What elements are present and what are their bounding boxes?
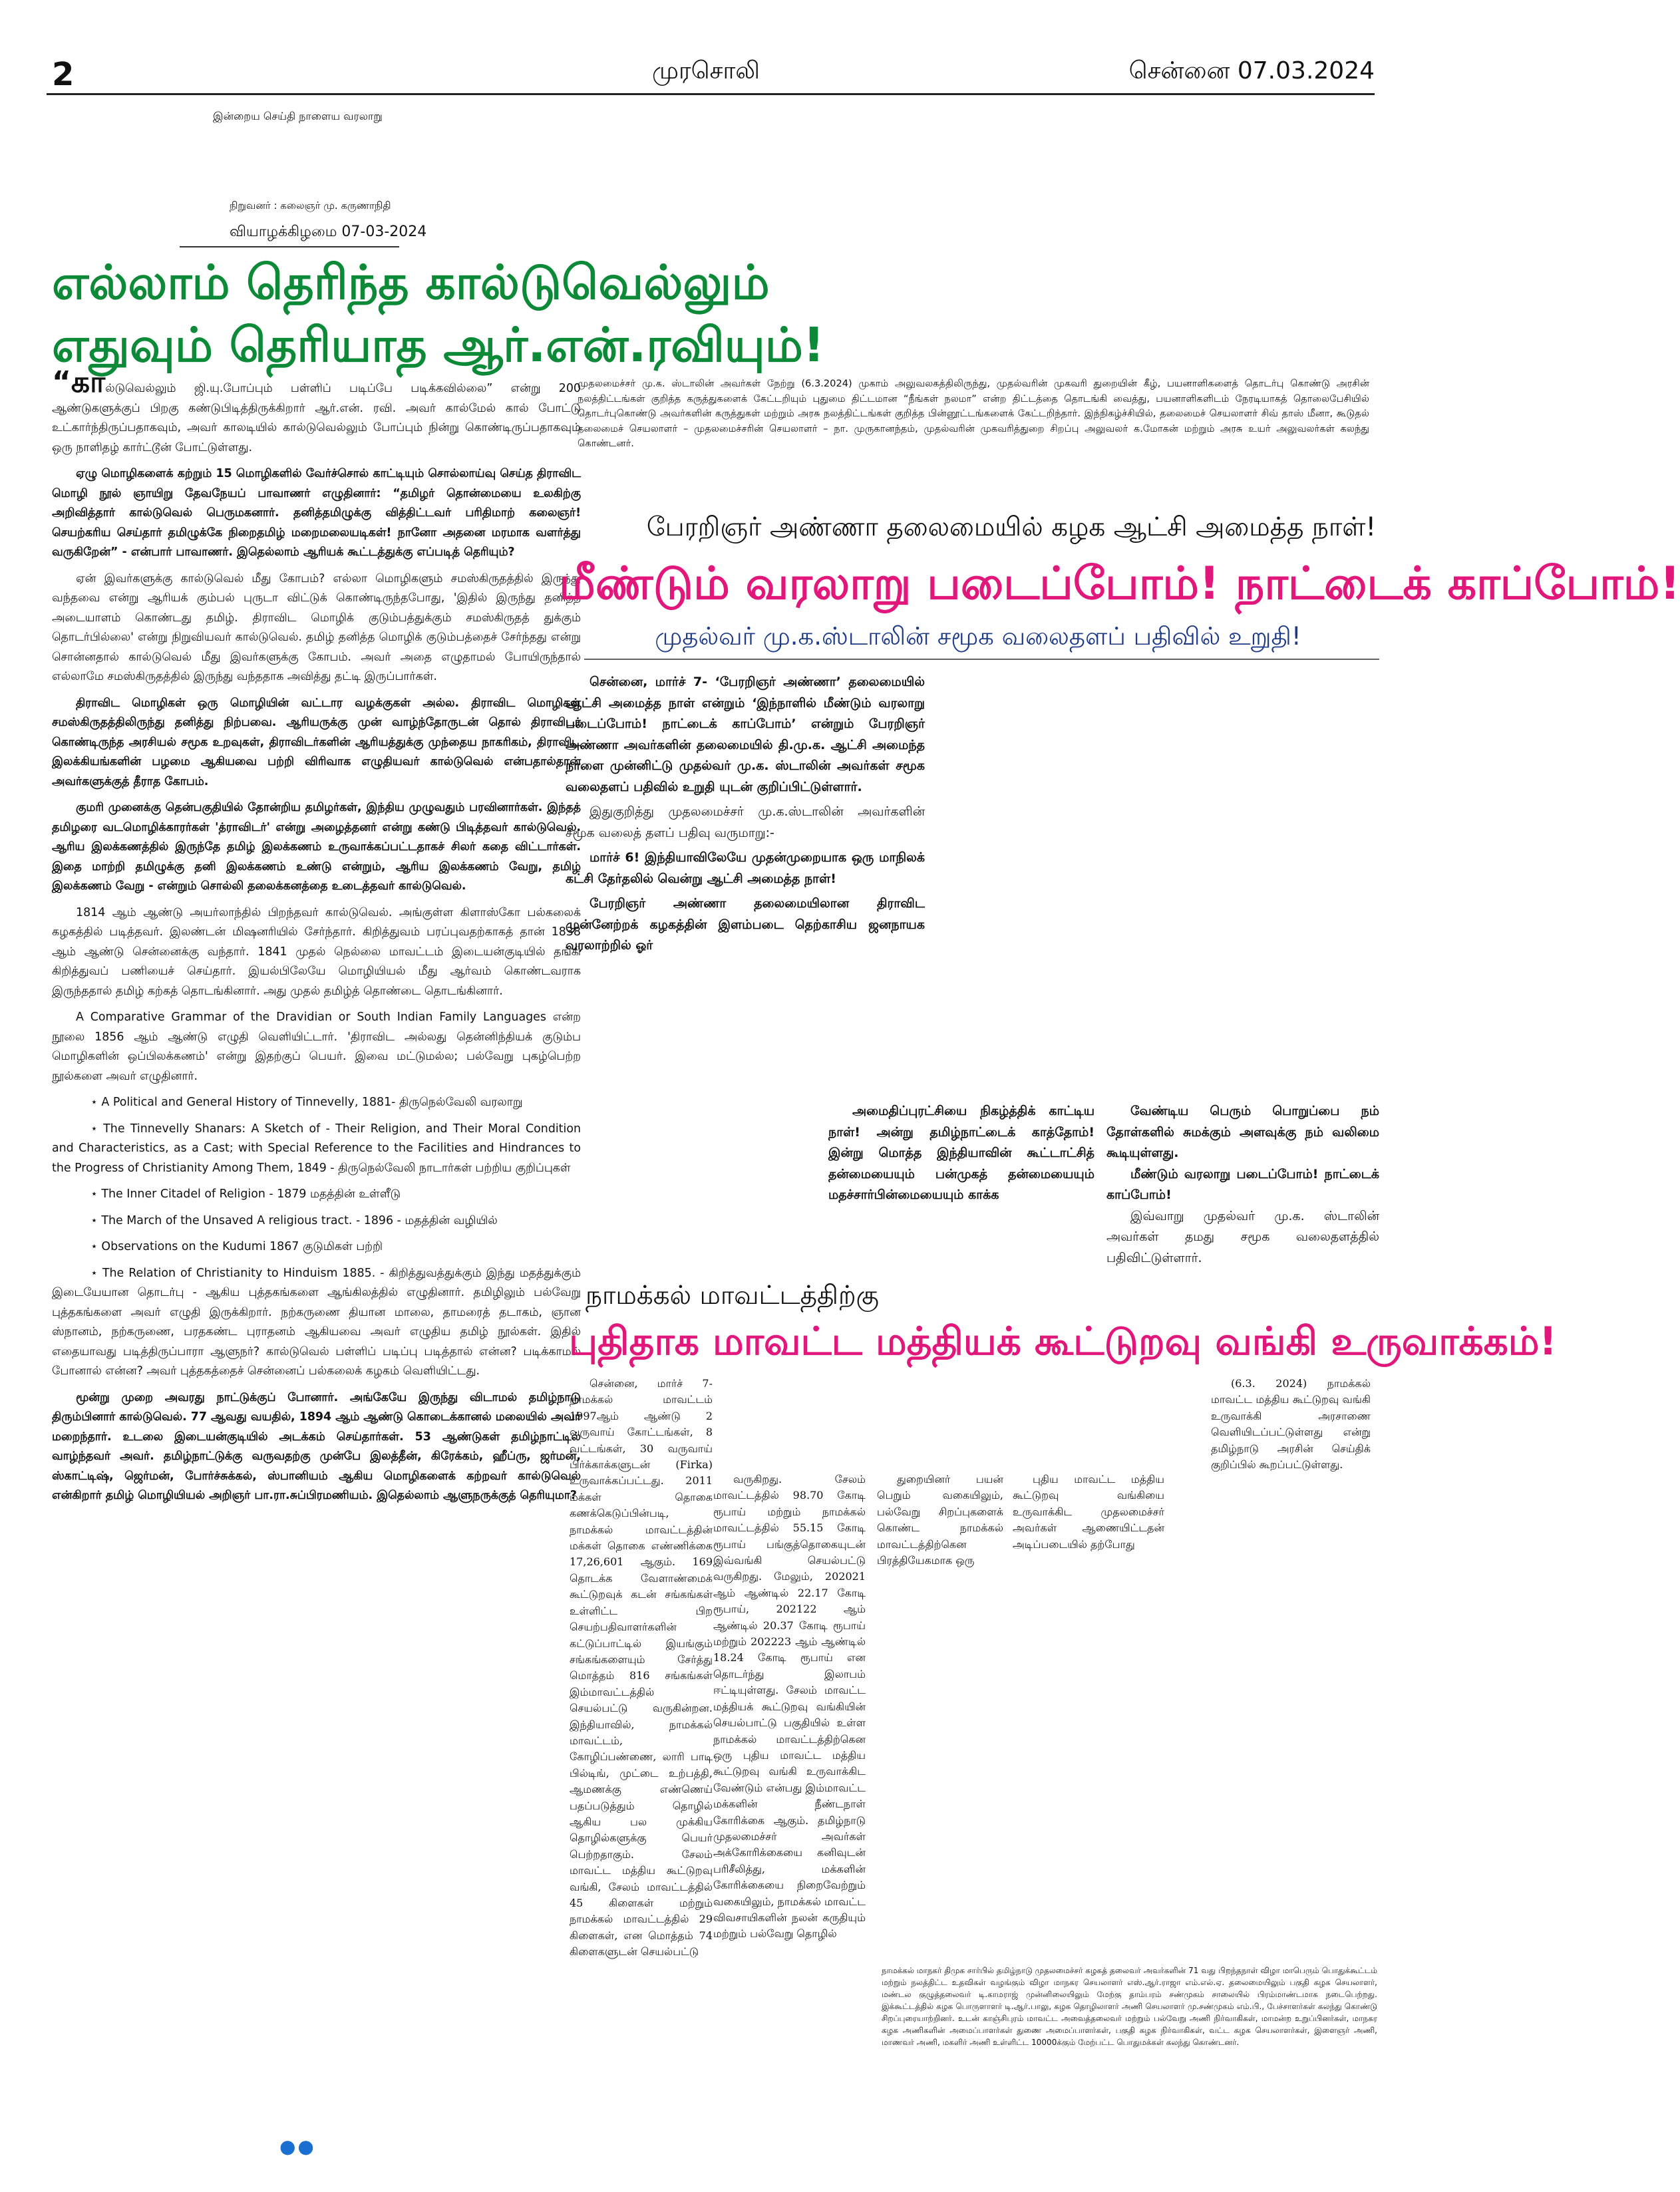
editorial-paragraph: A Comparative Grammar of the Dravidian or South Indian Family Languages என்ற நூலை 1856 ஆம் ஆண்டு எழுதி வெளியிட்டார். 'திராவிட அல்லது தென்னிந்தியக் குடும்ப மொழிகளின் ஒப்பிலக்கணம்' என்று இதற்குப் பெயர். இவை மட்டுமல்ல; பல்வேறு புகழ்பெற்ற நூல்களை அவர் எழுதினார்.: [52, 1011, 581, 1083]
book-item: ⋆ The March of the Unsaved A religious tract. - 1896 - மதத்தின் வழியில்: [90, 1213, 498, 1227]
masthead: முரசொலி: [652, 57, 760, 84]
end-mark: ●●: [279, 2135, 316, 2157]
editorial-body: [52, 365, 581, 1513]
editorial-date: வியாழக்கிழமை 07-03-2024: [230, 224, 427, 240]
story2-headline: புதிதாக மாவட்ட மத்தியக் கூட்டுறவு வங்கி உருவாக்கம்!: [569, 1319, 1557, 1364]
editorial-founder: நிறுவனர் : கலைஞர் மு. கருணாநிதி: [230, 200, 391, 212]
editorial-paragraph: மூன்று முறை அவரது நாட்டுக்குப் போனார். அங்கேயே இருந்து விடாமல் தமிழ்நாடு திரும்பினார் கால்டுவெல். 77 ஆவது வயதில், 1894 ஆம் ஆண்டு கொடைக்கானல் மலையில் அவர் மறைந்தார். உடலை இடையன்குடியில் அடக்கம் செய்தார்கள். 53 ஆண்டுகள் தமிழ்நாட்டில் வாழ்ந்தவர் அவர். தமிழ்நாட்டுக்கு வருவதற்கு முன்பே இலத்தீன், கிரேக்கம், ஹீப்ரு, ஜர்மன், ஸ்காட்டிஷ், ஜெர்மன், போர்ச்சுக்கல், ஸ்பானியம் ஆகிய மொழிகளைக் கற்றவர் கால்டுவெல் என்கிறார் தமிழ் மொழியியல் அறிஞர் பா.ரா.சுப்பிரமணியம். இதெல்லாம் ஆளுநருக்குத் தெரியுமா?: [52, 1390, 581, 1502]
photo-caption-top: முதலமைச்சர் மு.க. ஸ்டாலின் அவர்கள் நேற்று (6.3.2024) முகாம் அலுவலகத்திலிருந்து, முதல்வரின் முகவரி துறையின் கீழ், பயனாளிகளைத் தொடர்பு கொண்டு அரசின் நலத்திட்டங்கள் குறித்த கருத்துகளைக் கேட்டறியும் புதுமை திட்டமான “நீங்கள் நலமா” என்ற திட்டத்தை தொடங்கி வைத்து, பயனாளிகளிடம் நேரடியாகத் தொலைபேசியில் தொடர்புகொண்டு அவர்களின் கருத்துகள் மற்றும் அரசு நலத்திட்டங்கள் குறித்த பின்னூட்டங்களைக் கேட்டறிந்தார். இந்நிகழ்ச்சியில், தலைமைச் செயலாளர் சிவ் தாஸ் மீனா, கூடுதல் தலைமைச் செயலாளர் – முதலமைச்சரின் செயலாளர் – நா. முருகானந்தம், முதல்வரின் முகவரித்துறை சிறப்பு அலுவலர் க.மோகன் மற்றும் அரசு உயர் அலுவலர்கள் கலந்து கொண்டனர்.: [578, 378, 1369, 449]
story-paragraph: சென்னை, மார்ச் 7- ‘பேரறிஞர் அண்ணா’ தலைமையில் ஆட்சி அமைத்த நாள் என்றும் ‘இந்நாளில் மீண்டும் வரலாறு படைப்போம்! நாட்டைக் காப்போம்’ என்றும் பேரறிஞர் அண்ணா அவர்களின் தலைமையில் தி.மு.க. ஆட்சி அமைந்த நாளை முன்னிட்டு முதல்வர் மு.க. ஸ்டாலின் அவர்கள் சமூக வலைதளப் பதிவில் உறுதி யுடன் குறிப்பிட்டுள்ளார்.: [566, 675, 925, 794]
story1-column2: [828, 1101, 1094, 1206]
editorial-paragraph: குமரி முனைக்கு தென்பகுதியில் தோன்றிய தமிழர்கள், இந்திய முழுவதும் பரவினார்கள். இந்தத் தமிழரை வடமொழிக்காரர்கள் 'த்ராவிடர்' என்று அழைத்தனர் என்று கண்டு பிடித்தவர் கால்டுவெல். ஆரிய இலக்கணத்தில் இருந்தே தமிழ் இலக்கணம் உருவாக்கப்பட்டதாகச் சிலர் கதை விட்டார்கள். இதை மாற்றி தமிழுக்கு தனி இலக்கணம் உண்டு என்றும், ஆரிய இலக்கணம் வேறு, தமிழ் இலக்கணம் வேறு - என்றும் சொல்லி தலைக்கனத்தை உடைத்தவர் கால்டுவெல்.: [52, 801, 581, 893]
editorial-title-line2: எதுவும் தெரியாத ஆர்.என்.ரவியும்!: [52, 317, 825, 373]
editorial-title: [52, 251, 825, 377]
editorial-paragraph: 1814 ஆம் ஆண்டு அயர்லாந்தில் பிறந்தவர் கால்டுவெல். அங்குள்ள கிளாஸ்கோ பல்கலைக் கழகத்தில் படித்தவர். இலண்டன் மிஷனரியில் சேர்ந்தார். கிறித்துவம் பரப்புவதற்காகத் தான் 1838 ஆம் ஆண்டு சென்னைக்கு வந்தார். 1841 முதல் நெல்லை மாவட்டம் இடையன்குடியில் தங்கி கிறித்துவப் பணியைச் செய்தார். இயல்பிலேயே மொழியியல் மீது ஆர்வம் கொண்டவராக இருந்ததால் தமிழ் கற்கத் தொடங்கினார். அது முதல் தமிழ்த் தொண்டை தொடங்கினார்.: [52, 905, 581, 998]
story2-column4: புதிய மாவட்ட மத்திய கூட்டுறவு வங்கியை உருவாக்கிட முதலமைச்சர் அவர்கள் ஆணையிட்டதன் அடிப்படையில் தற்போது: [1013, 1473, 1164, 1551]
story-paragraph: பேரறிஞர் அண்ணா தலைமையிலான திராவிட முன்னேற்றக் கழகத்தின் இளம்படை தெற்காசிய ஜனநாயக வரலாற்றில் ஓர்: [566, 896, 925, 953]
editorial-paragraph: “கால்டுவெல்லும் ஜி.யு.போப்பும் பள்ளிப் படிப்பே படிக்கவில்லை” என்று 200 ஆண்டுகளுக்குப் பிறகு கண்டுபிடித்திருக்கிறார் ஆர்.என். ரவி. அவர் கால்மேல் கால் போட்டு உட்கார்ந்திருப்பதாகவும், அவர் காலடியில் கால்டுவெல்லும் போப்பும் நின்று கொண்டிருப்பதாகவும் ஒரு நாளிதழ் கார்ட்டூன் போட்டுள்ளது.: [52, 365, 581, 454]
editorial-paragraph: ஏழு மொழிகளைக் கற்றும் 15 மொழிகளில் வேர்ச்சொல் காட்டியும் சொல்லாய்வு செய்த திராவிட மொழி நூல் ஞாயிறு தேவநேயப் பாவாணர் எழுதினார்: “தமிழர் தொன்மையை உலகிற்கு அறிவித்தார் கால்டுவெல் பெருமகனார். தனித்தமிழுக்கு வித்திட்டவர் பரிதிமாற் கலைஞர்! செயற்கரிய செய்தார் தமிழுக்கே நிறைதமிழ் மறைமலையடிகள்! நானோ அதனை மரமாக வளர்த்து வருகிறேன்” - என்பார் பாவாணர். இதெல்லாம் ஆரியக் கூட்டத்துக்கு எப்படித் தெரியும்?: [52, 467, 581, 559]
story1-column3: [1106, 1101, 1379, 1269]
book-item: ⋆ The Inner Citadel of Religion - 1879 மதத்தின் உள்ளீடு: [90, 1187, 401, 1201]
book-item: ⋆ The Relation of Christianity to Hinduism 1885. - கிறித்துவத்துக்கும் இந்து மதத்துக்கும் இடையேயான தொடர்பு - ஆகிய புத்தகங்களை ஆங்கிலத்தில் எழுதினார். தமிழிலும் பல்வேறு புத்தகங்களை அவர் எழுதி இருக்கிறார். நற்கருணை தியான மாலை, தாமரைத் தடாகம், ஞான ஸ்நானம், நற்கருணை, பரதகண்ட புராதனம் ஆகியவை அவர் எழுதிய தமிழ் நூல்கள். இதில் எதையாவது படித்திருப்பாரா ஆளுநர்? கால்டுவெல் பள்ளிப் படிப்பு படித்தால் என்ன? படிக்காமல் போனால் என்ன? அவர் புத்தகத்தைச் சென்னைப் பல்கலைக் கழகம் வெளியிட்டது.: [52, 1266, 581, 1378]
editorial-divider: [180, 246, 399, 247]
story-paragraph: வேண்டிய பெரும் பொறுப்பை நம் தோள்களில் சுமக்கும் அளவுக்கு நம் வலிமை கூடியுள்ளது.: [1106, 1104, 1379, 1160]
editorial-paragraph: திராவிட மொழிகள் ஒரு மொழியின் வட்டார வழக்குகள் அல்ல. திராவிட மொழிகள் சமஸ்கிருதத்திலிருந்து தனித்து நிற்பவை. ஆரியருக்கு முன் வாழ்ந்தோருடன் தொல் திராவிடர் கொண்டிருந்த அரசியல் சமூக உறவுகள், திராவிடர்களின் ஆரியத்துக்கு முந்தைய நாகரிகம், திராவிட இலக்கியங்களின் பழமை ஆகியவை பற்றி விரிவாக எழுதியவர் கால்டுவெல் என்பதால்தான் அவர்களுக்குத் தீராத கோபம்.: [52, 696, 581, 788]
story-paragraph: அமைதிப்புரட்சியை நிகழ்த்திக் காட்டிய நாள்! அன்று தமிழ்நாட்டைக் காத்தோம்! இன்று மொத்த இந்தியாவின் கூட்டாட்சித் தன்மையையும் பன்முகத் தன்மையையும் மதச்சார்பின்மையையும் காக்க: [828, 1104, 1094, 1202]
editorial-title-line1: எல்லாம் தெரிந்த கால்டுவெல்லும்: [52, 255, 770, 310]
story-paragraph: மீண்டும் வரலாறு படைப்போம்! நாட்டைக் காப்போம்!: [1106, 1166, 1379, 1202]
drop-cap: “கா: [52, 365, 106, 399]
story1-headline: மீண்டும் வரலாறு படைப்போம்! நாட்டைக் காப்போம்!: [559, 557, 1680, 610]
story2-kicker: நாமக்கல் மாவட்டத்திற்கு: [586, 1281, 879, 1311]
book-item: ⋆ Observations on the Kudumi 1867 குடுமிகள் பற்றி: [90, 1240, 383, 1253]
story-paragraph: இதுகுறித்து முதலமைச்சர் மு.க.ஸ்டாலின் அவர்களின் சமூக வலைத் தளப் பதிவு வருமாறு:-: [566, 804, 925, 840]
story1-subhead: முதல்வர் மு.க.ஸ்டாலின் சமூக வலைதளப் பதிவில் உறுதி!: [655, 622, 1301, 651]
book-item: ⋆ The Tinnevelly Shanars: A Sketch of - Their Religion, and Their Moral Condition and Characteristics, as a Cast; with Special Reference to the Facilities and Hindrances to the Progress of Christianity Among Them, 1849 - திருநெல்வேலி நாடார்கள் பற்றிய குறிப்புகள்: [52, 1122, 581, 1175]
story2-column5: (6.3. 2024) நாமக்கல் மாவட்ட மத்திய கூட்டுறவு வங்கி உருவாக்கி அரசாணை வெளியிடப்பட்டுள்ளது என்று தமிழ்நாடு அரசின் செய்திக் குறிப்பில் கூறப்பட்டுள்ளது.: [1211, 1377, 1371, 1472]
page-number: 2: [52, 56, 75, 93]
story2-column3: துறையினர் பயன் பெறும் வகையிலும், பல்வேறு சிறப்புகளைக் கொண்ட நாமக்கல் மாவட்டத்திற்கென பிரத்தியேகமாக ஒரு: [877, 1473, 1003, 1567]
page-date: சென்னை 07.03.2024: [1128, 57, 1375, 84]
book-item: ⋆ A Political and General History of Tinnevelly, 1881- திருநெல்வேலி வரலாறு: [90, 1096, 523, 1109]
story1-kicker: பேரறிஞர் அண்ணா தலைமையில் கழக ஆட்சி அமைத்த நாள்!: [646, 512, 1377, 542]
story1-body: [566, 672, 925, 961]
story-paragraph: இவ்வாறு முதல்வர் மு.க. ஸ்டாலின் அவர்கள் தமது சமூக வலைதளத்தில் பதிவிட்டுள்ளார்.: [1106, 1208, 1379, 1265]
story2-column1: சென்னை, மார்ச் 7- நாமக்கல் மாவட்டம் 1997ஆம் ஆண்டு 2 வருவாய் கோட்டங்கள், 8 வட்டங்கள், 30 வருவாய் பிர்க்காக்களுடன் (Firka) உருவாக்கப்பட்டது. 2011 மக்கள் தொகை கணக்கெடுப்பின்படி, நாமக்கல் மாவட்டத்தின் மக்கள் தொகை எண்ணிக்கை 17,26,601 ஆகும். 169 தொடக்க வேளாண்மைக் கூட்டுறவுக் கடன் சங்கங்கள் உள்ளிட்ட பிற செயற்பதிவாளர்களின் கட்டுப்பாட்டில் இயங்கும் சங்கங்களையும் சேர்த்து மொத்தம் 816 சங்கங்கள் இம்மாவட்டத்தில் செயல்பட்டு வருகின்றன. இந்தியாவில், நாமக்கல் மாவட்டம், கோழிப்பண்ணை, லாரி பாடி பில்டிங், முட்டை உற்பத்தி, ஆமணக்கு எண்ணெய் பதப்படுத்தும் தொழில் ஆகிய பல முக்கிய தொழில்களுக்கு பெயர் பெற்றதாகும். சேலம் மாவட்ட மத்திய கூட்டுறவு வங்கி, சேலம் மாவட்டத்தில் 45 கிளைகள் மற்றும் நாமக்கல் மாவட்டத்தில் 29 கிளைகள், என மொத்தம் 74 கிளைகளுடன் செயல்பட்டு: [570, 1377, 713, 1958]
header-divider: [47, 93, 1375, 95]
editorial-paragraph: ஏன் இவர்களுக்கு கால்டுவெல் மீது கோபம்? எல்லா மொழிகளும் சமஸ்கிருதத்தில் இருந்து வந்தவை என்று ஆரியக் கும்பல் புருடா விட்டுக் கொண்டிருந்தபோது, 'இதில் இருந்து தனித்த அடையாளம் கொண்டது தமிழ். திராவிட மொழிக் குடும்பத்துக்கும் சமஸ்கிருதத் துக்கும் தொடர்பில்லை' என்று நிறுவியவர் கால்டுவெல். தமிழ் தனித்த மொழிக் குடும்பத்தைச் சேர்ந்தது என்று சொன்னதால் கால்டுவெல் மீது இவர்களுக்கு கோபம். அவர் அதை எழுதாமல் போயிருந்தால் எல்லாமே சமஸ்கிருதத்தில் இருந்து வந்ததாக அவித்து தட்டி இருப்பார்கள்.: [52, 571, 581, 683]
photo-caption-bottom: நாமக்கல் மாநகர் திமுக சார்பில் தமிழ்நாடு முதலமைச்சர் கழகத் தலைவர் அவர்களின் 71 வது பிறந்தநாள் விழா மாபெரும் பொதுக்கூட்டம் மற்றும் நலத்திட்ட உதவிகள் வழங்கும் விழா மாநகர செயலாளர் எஸ்.ஆர்.ராஜா எம்.எல்.ஏ. தலைமையிலும் பகுதி கழக செயலாளர், மண்டல குழுத்தலைவர் டி.காமராஜ் முன்னிலையிலும் மேற்கு தாம்பரம் சண்முகம் சாலையில் பிரம்மாண்டமாக நடைபெற்றது. இக்கூட்டத்தில் கழக பொருளாளர் டி.ஆர்.பாலு, கழக தொழிலாளர் அணி செயலாளர் மு.சண்முகம் எம்.பி., பேச்சாளர்கள் கலந்து கொண்டு சிறப்புரையாற்றினர். உடன் காஞ்சிபுரம் மாவட்ட அவைத்தலைவர் மற்றும் பல்வேறு அணி நிர்வாகிகள், மாமன்ற உறுப்பினர்கள், மாநகர கழக அணிகளின் அமைப்பாளர்கள் துணை அமைப்பாளர்கள், பகுதி கழக நிர்வாகிகள், வட்ட கழக செயலாளர்கள், இளைஞர் அணி, மாணவர் அணி, மகளிர் அணி உள்ளிட்ட 10000க்கும் மேற்பட்ட பொதுமக்கள் கலந்து கொண்டனர்.: [882, 1966, 1377, 2047]
story2-column2: வருகிறது. சேலம் மாவட்டத்தில் 98.70 கோடி ரூபாய் மற்றும் நாமக்கல் மாவட்டத்தில் 55.15 கோடி ரூபாய் பங்குத்தொகையுடன் இவ்வங்கி செயல்பட்டு வருகிறது. மேலும், 202021 ஆம் ஆண்டில் 22.17 கோடி ரூபாய், 202122 ஆம் ஆண்டில் 20.37 கோடி ரூபாய் மற்றும் 202223 ஆம் ஆண்டில் 18.24 கோடி ரூபாய் என தொடர்ந்து இலாபம் ஈட்டியுள்ளது. சேலம் மாவட்ட மத்தியக் கூட்டுறவு வங்கியின் செயல்பாட்டு பகுதியில் உள்ள நாமக்கல் மாவட்டத்திற்கென ஒரு புதிய மாவட்ட மத்திய கூட்டுறவு வங்கி உருவாக்கிட வேண்டும் என்பது இம்மாவட்ட மக்களின் நீண்டநாள் கோரிக்கை ஆகும். தமிழ்நாடு முதலமைச்சர் அவர்கள் அக்கோரிக்கையை கனிவுடன் பரிசீலித்து, மக்களின் கோரிக்கையை நிறைவேற்றும் வகையிலும், நாமக்கல் மாவட்ட விவசாயிகளின் நலன் கருதியும் மற்றும் பல்வேறு தொழில்: [713, 1473, 866, 1941]
story1-divider: [584, 659, 1379, 660]
story-paragraph: மார்ச் 6! இந்தியாவிலேயே முதன்முறையாக ஒரு மாநிலக் கட்சி தேர்தலில் வென்று ஆட்சி அமைத்த நாள்!: [566, 850, 925, 886]
editorial-tagline: இன்றைய செய்தி நாளைய வரலாறு: [213, 110, 383, 122]
